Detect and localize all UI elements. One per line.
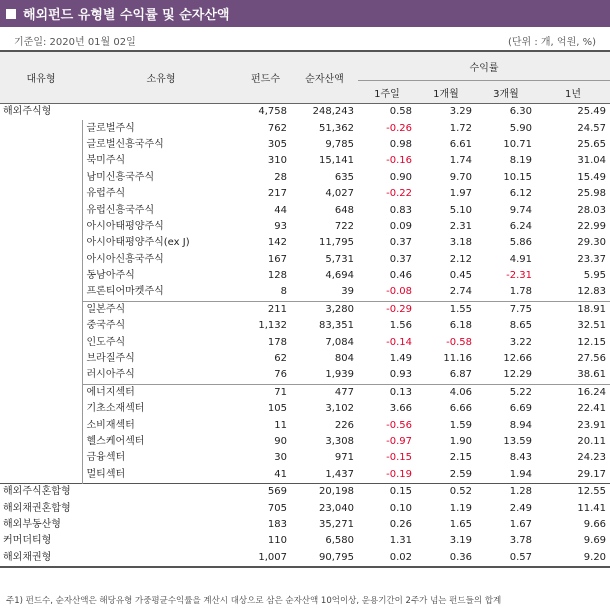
return-3month-cell: 10.15 bbox=[503, 171, 532, 183]
funds-cell: 211 bbox=[240, 301, 291, 318]
return-1year-cell: 23.91 bbox=[577, 419, 607, 431]
return-3month-cell: 0.57 bbox=[476, 550, 536, 567]
return-1year-cell: 5.95 bbox=[583, 270, 607, 282]
return-1year-cell: 29.30 bbox=[577, 237, 607, 249]
type-cell bbox=[0, 268, 82, 284]
funds-cell: 310 bbox=[267, 155, 287, 167]
funds-cell: 142 bbox=[267, 237, 287, 249]
table-row bbox=[0, 268, 610, 284]
assets-cell: 804 bbox=[334, 353, 354, 365]
header-funds: 펀드수 bbox=[240, 51, 291, 104]
funds-cell: 28 bbox=[274, 171, 287, 183]
return-3month-cell: 3.78 bbox=[509, 535, 532, 547]
return-3month-cell: 12.66 bbox=[503, 353, 532, 365]
header-type: 대유형 bbox=[0, 51, 82, 104]
return-3month-cell: -2.31 bbox=[506, 270, 532, 282]
return-1year-cell: 20.11 bbox=[577, 436, 607, 447]
fund-table bbox=[0, 50, 610, 568]
return-1year-cell: 11.41 bbox=[577, 502, 607, 514]
subtype-cell bbox=[82, 533, 240, 549]
type-cell: 해외부동산형 bbox=[3, 518, 61, 530]
return-1week-cell: 0.90 bbox=[389, 171, 412, 183]
subtype-cell: 중국주식 bbox=[82, 318, 240, 334]
return-1month-cell: 0.45 bbox=[449, 270, 472, 282]
return-1year-cell: 29.17 bbox=[577, 468, 607, 480]
return-1week-cell: -0.15 bbox=[386, 452, 412, 464]
return-1month-cell: -0.58 bbox=[446, 336, 472, 348]
type-cell: 해외주식혼합형 bbox=[0, 483, 82, 500]
assets-cell: 971 bbox=[334, 452, 354, 464]
subheader bbox=[0, 30, 610, 48]
funds-cell: 167 bbox=[267, 253, 287, 265]
subtype-cell: 아시아태평양주식 bbox=[82, 219, 240, 235]
return-1month-cell: 6.66 bbox=[449, 403, 472, 415]
subtype-cell: 러시아주식 bbox=[82, 367, 240, 384]
table-body bbox=[0, 104, 610, 567]
header-3month: 3개월 bbox=[476, 81, 536, 104]
return-1month-cell: 3.19 bbox=[449, 535, 472, 547]
assets-cell: 39 bbox=[341, 286, 354, 298]
assets-cell: 226 bbox=[334, 419, 354, 431]
table-row bbox=[0, 401, 610, 417]
return-3month-cell: 6.69 bbox=[509, 403, 532, 415]
return-1year-cell: 12.55 bbox=[536, 483, 610, 500]
unit-label: (단위 : 개, 억원, %) bbox=[507, 37, 596, 48]
assets-cell: 9,785 bbox=[325, 138, 354, 150]
return-3month-cell: 1.67 bbox=[509, 518, 532, 530]
return-1month-cell: 2.15 bbox=[449, 452, 472, 464]
return-1week-cell: 1.56 bbox=[389, 320, 412, 332]
funds-cell: 217 bbox=[267, 188, 287, 200]
type-cell bbox=[0, 301, 82, 318]
subtype-cell: 헬스케어섹터 bbox=[82, 434, 240, 450]
return-1week-cell: 1.49 bbox=[389, 353, 412, 365]
return-1week-cell: 0.83 bbox=[389, 204, 412, 216]
return-3month-cell: 5.22 bbox=[476, 384, 536, 401]
table-row bbox=[0, 334, 610, 350]
return-3month-cell: 9.74 bbox=[509, 204, 532, 216]
funds-cell: 110 bbox=[267, 535, 287, 547]
funds-cell: 178 bbox=[267, 336, 287, 348]
return-1week-cell: -0.56 bbox=[386, 419, 412, 431]
return-1week-cell: -0.19 bbox=[386, 468, 412, 480]
type-cell bbox=[0, 284, 82, 301]
return-1week-cell: 0.58 bbox=[389, 106, 412, 118]
return-1year-cell: 23.37 bbox=[577, 253, 607, 265]
assets-cell: 648 bbox=[334, 204, 354, 216]
subtype-cell bbox=[82, 483, 240, 500]
return-1year-cell: 28.03 bbox=[577, 204, 607, 216]
return-3month-cell: 13.59 bbox=[503, 436, 532, 447]
type-cell bbox=[0, 450, 82, 466]
table-row bbox=[0, 219, 610, 235]
assets-cell: 35,271 bbox=[319, 518, 354, 530]
return-3month-cell: 8.65 bbox=[509, 320, 532, 332]
assets-cell: 477 bbox=[291, 384, 358, 401]
assets-cell: 90,795 bbox=[291, 550, 358, 567]
table-row bbox=[0, 533, 610, 549]
subtype-cell bbox=[82, 550, 240, 567]
return-3month-cell: 10.71 bbox=[503, 138, 532, 150]
type-cell bbox=[0, 202, 82, 218]
return-1month-cell: 6.18 bbox=[449, 320, 472, 332]
return-1month-cell: 0.36 bbox=[416, 550, 476, 567]
return-1year-cell: 12.83 bbox=[577, 286, 607, 298]
subtype-cell: 소비재섹터 bbox=[82, 417, 240, 433]
return-1week-cell: 0.15 bbox=[358, 483, 416, 500]
subtype-cell: 아시아태평양주식(ex J) bbox=[82, 235, 240, 251]
type-cell bbox=[0, 318, 82, 334]
return-1month-cell: 1.55 bbox=[416, 301, 476, 318]
return-3month-cell: 6.30 bbox=[509, 106, 532, 118]
return-1month-cell: 2.74 bbox=[449, 286, 472, 298]
subtype-cell: 인도주식 bbox=[82, 334, 240, 350]
return-3month-cell: 2.49 bbox=[509, 502, 532, 514]
funds-cell: 105 bbox=[267, 403, 287, 415]
subtype-cell: 멀티섹터 bbox=[82, 467, 240, 484]
type-cell bbox=[0, 384, 82, 401]
title-bar bbox=[0, 0, 610, 27]
return-1week-cell: 0.37 bbox=[389, 237, 412, 249]
return-1year-cell: 22.41 bbox=[577, 403, 607, 415]
funds-cell: 4,758 bbox=[258, 106, 287, 118]
funds-cell: 76 bbox=[274, 369, 287, 381]
type-cell bbox=[0, 434, 82, 450]
return-1year-cell: 25.98 bbox=[577, 188, 607, 200]
subtype-cell: 브라질주식 bbox=[82, 351, 240, 367]
table-row bbox=[0, 367, 610, 384]
assets-cell: 1,939 bbox=[325, 369, 354, 381]
return-1month-cell: 4.06 bbox=[416, 384, 476, 401]
return-1month-cell: 3.18 bbox=[449, 237, 472, 249]
subtype-cell: 북미주식 bbox=[82, 153, 240, 169]
table-row bbox=[0, 384, 610, 401]
funds-cell: 30 bbox=[274, 452, 287, 464]
table-row bbox=[0, 235, 610, 251]
subtype-cell: 기초소재섹터 bbox=[82, 401, 240, 417]
assets-cell: 722 bbox=[334, 220, 354, 232]
return-1week-cell: -0.97 bbox=[386, 436, 412, 447]
subtype-cell: 유럽신흥국주식 bbox=[82, 202, 240, 218]
table-row bbox=[0, 450, 610, 466]
type-cell: 해외채권혼합형 bbox=[3, 502, 71, 514]
funds-cell: 8 bbox=[280, 286, 287, 298]
return-3month-cell: 4.91 bbox=[509, 253, 532, 265]
return-3month-cell: 1.28 bbox=[476, 483, 536, 500]
subtype-cell: 남미신흥국주식 bbox=[82, 170, 240, 186]
return-3month-cell: 7.75 bbox=[476, 301, 536, 318]
return-1week-cell: -0.08 bbox=[386, 286, 412, 298]
funds-cell: 1,007 bbox=[240, 550, 291, 567]
assets-cell: 5,731 bbox=[325, 253, 354, 265]
table-row bbox=[0, 170, 610, 186]
return-3month-cell: 8.19 bbox=[509, 155, 532, 167]
return-1month-cell: 0.52 bbox=[416, 483, 476, 500]
return-3month-cell: 5.86 bbox=[509, 237, 532, 249]
return-1week-cell: 0.98 bbox=[389, 138, 412, 150]
assets-cell: 4,027 bbox=[325, 188, 354, 200]
return-1year-cell: 22.99 bbox=[577, 220, 607, 232]
return-1month-cell: 3.29 bbox=[449, 106, 472, 118]
table-row bbox=[0, 120, 610, 136]
return-1year-cell: 9.66 bbox=[583, 518, 607, 530]
header-subtype: 소유형 bbox=[82, 51, 240, 104]
table-row bbox=[0, 483, 610, 500]
table-row bbox=[0, 434, 610, 450]
square-bullet-icon bbox=[6, 9, 16, 19]
funds-cell: 62 bbox=[274, 353, 287, 365]
assets-cell: 83,351 bbox=[319, 320, 354, 332]
table-row bbox=[0, 500, 610, 516]
return-1week-cell: 0.02 bbox=[358, 550, 416, 567]
assets-cell: 1,437 bbox=[325, 468, 354, 480]
return-3month-cell: 5.90 bbox=[509, 122, 532, 134]
return-1month-cell: 2.12 bbox=[449, 253, 472, 265]
subtype-cell: 글로벌신흥국주식 bbox=[82, 137, 240, 153]
return-1week-cell: -0.29 bbox=[358, 301, 416, 318]
table-header bbox=[0, 51, 610, 104]
header-assets: 순자산액 bbox=[291, 51, 358, 104]
subtype-cell: 에너지섹터 bbox=[82, 384, 240, 401]
return-1month-cell: 1.65 bbox=[449, 518, 472, 530]
return-3month-cell: 1.94 bbox=[509, 468, 532, 480]
return-1week-cell: 0.10 bbox=[389, 502, 412, 514]
return-1month-cell: 1.72 bbox=[449, 122, 472, 134]
assets-cell: 15,141 bbox=[319, 155, 354, 167]
return-1year-cell: 27.56 bbox=[577, 353, 607, 365]
table-row bbox=[0, 351, 610, 367]
return-1month-cell: 2.31 bbox=[449, 220, 472, 232]
type-cell bbox=[0, 186, 82, 202]
subtype-cell: 글로벌주식 bbox=[82, 120, 240, 136]
header-1week: 1주일 bbox=[358, 81, 416, 104]
return-1month-cell: 6.87 bbox=[449, 369, 472, 381]
assets-cell: 4,694 bbox=[325, 270, 354, 282]
return-1month-cell: 1.59 bbox=[449, 419, 472, 431]
return-3month-cell: 8.94 bbox=[509, 419, 532, 431]
return-1month-cell: 1.97 bbox=[449, 188, 472, 200]
funds-cell: 128 bbox=[267, 270, 287, 282]
funds-cell: 41 bbox=[274, 468, 287, 480]
assets-cell: 51,362 bbox=[319, 122, 354, 134]
table-row bbox=[0, 318, 610, 334]
return-1year-cell: 16.24 bbox=[536, 384, 610, 401]
return-1year-cell: 31.04 bbox=[577, 155, 607, 167]
header-returns: 수익률 bbox=[358, 51, 610, 81]
header-1month: 1개월 bbox=[416, 81, 476, 104]
subtype-cell: 유럽주식 bbox=[82, 186, 240, 202]
return-3month-cell: 3.22 bbox=[509, 336, 532, 348]
return-1week-cell: -0.16 bbox=[386, 155, 412, 167]
type-cell bbox=[0, 219, 82, 235]
table-row bbox=[0, 104, 610, 121]
subtype-cell bbox=[82, 517, 240, 533]
type-cell: 해외주식형 bbox=[3, 106, 52, 118]
table-row bbox=[0, 301, 610, 318]
type-cell bbox=[0, 367, 82, 384]
table-row bbox=[0, 467, 610, 484]
assets-cell: 3,308 bbox=[325, 436, 354, 447]
return-3month-cell: 12.29 bbox=[503, 369, 532, 381]
type-cell bbox=[0, 351, 82, 367]
return-1year-cell: 24.57 bbox=[577, 122, 607, 134]
subtype-cell: 프론티어마켓주식 bbox=[82, 284, 240, 301]
return-1week-cell: 0.13 bbox=[358, 384, 416, 401]
table-row bbox=[0, 202, 610, 218]
table-row bbox=[0, 417, 610, 433]
table-row bbox=[0, 186, 610, 202]
return-1year-cell: 32.51 bbox=[577, 320, 607, 332]
base-date: 기준일: 2020년 01월 02일 bbox=[14, 37, 136, 48]
return-1week-cell: 1.31 bbox=[389, 535, 412, 547]
return-1month-cell: 6.61 bbox=[449, 138, 472, 150]
return-1year-cell: 24.23 bbox=[577, 452, 607, 464]
assets-cell: 11,795 bbox=[319, 237, 354, 249]
footnote: 주1) 펀드수, 순자산액은 해당유형 가중평균수익률을 계산시 대상으로 삼은 순자산액 10억이상, 운용기간이 2주가 넘는 펀드들의 합계 bbox=[6, 596, 502, 606]
subtype-cell bbox=[82, 500, 240, 516]
return-1month-cell: 9.70 bbox=[449, 171, 472, 183]
return-1year-cell: 25.49 bbox=[577, 106, 607, 118]
return-1week-cell: 0.93 bbox=[389, 369, 412, 381]
assets-cell: 3,102 bbox=[325, 403, 354, 415]
assets-cell: 7,084 bbox=[325, 336, 354, 348]
return-1week-cell: 0.37 bbox=[389, 253, 412, 265]
return-3month-cell: 6.24 bbox=[509, 220, 532, 232]
subtype-cell: 일본주식 bbox=[82, 301, 240, 318]
funds-cell: 705 bbox=[267, 502, 287, 514]
type-cell: 커머더티형 bbox=[3, 535, 52, 547]
return-1year-cell: 12.15 bbox=[577, 336, 607, 348]
type-cell bbox=[0, 153, 82, 169]
page-title: 해외펀드 유형별 수익률 및 순자산액 bbox=[23, 8, 230, 23]
assets-cell: 248,243 bbox=[312, 106, 354, 118]
type-cell bbox=[0, 417, 82, 433]
type-cell bbox=[0, 334, 82, 350]
return-1week-cell: 0.09 bbox=[389, 220, 412, 232]
assets-cell: 6,580 bbox=[325, 535, 354, 547]
return-1week-cell: 0.26 bbox=[389, 518, 412, 530]
assets-cell: 3,280 bbox=[291, 301, 358, 318]
type-cell bbox=[0, 170, 82, 186]
return-1month-cell: 11.16 bbox=[443, 353, 472, 365]
funds-cell: 93 bbox=[274, 220, 287, 232]
type-cell bbox=[0, 401, 82, 417]
assets-cell: 23,040 bbox=[319, 502, 354, 514]
return-1month-cell: 1.90 bbox=[449, 436, 472, 447]
table-row bbox=[0, 252, 610, 268]
return-1week-cell: -0.14 bbox=[386, 336, 412, 348]
return-1year-cell: 38.61 bbox=[577, 369, 607, 381]
return-1month-cell: 1.19 bbox=[449, 502, 472, 514]
funds-cell: 569 bbox=[240, 483, 291, 500]
return-1year-cell: 25.65 bbox=[577, 138, 607, 150]
funds-cell: 71 bbox=[240, 384, 291, 401]
table-row bbox=[0, 550, 610, 567]
return-1month-cell: 2.59 bbox=[449, 468, 472, 480]
funds-cell: 44 bbox=[274, 204, 287, 216]
header-1year: 1년 bbox=[536, 81, 610, 104]
table-row bbox=[0, 137, 610, 153]
type-cell bbox=[0, 137, 82, 153]
table-row bbox=[0, 153, 610, 169]
return-1year-cell: 18.91 bbox=[536, 301, 610, 318]
return-1week-cell: 3.66 bbox=[389, 403, 412, 415]
type-cell bbox=[0, 467, 82, 484]
assets-cell: 635 bbox=[334, 171, 354, 183]
return-3month-cell: 1.78 bbox=[509, 286, 532, 298]
return-1week-cell: -0.26 bbox=[386, 122, 412, 134]
return-1week-cell: 0.46 bbox=[389, 270, 412, 282]
funds-cell: 1,132 bbox=[258, 320, 287, 332]
return-1year-cell: 9.20 bbox=[536, 550, 610, 567]
funds-cell: 90 bbox=[274, 436, 287, 447]
subtype-cell: 동남아주식 bbox=[82, 268, 240, 284]
return-3month-cell: 8.43 bbox=[509, 452, 532, 464]
funds-cell: 183 bbox=[267, 518, 287, 530]
return-1month-cell: 5.10 bbox=[449, 204, 472, 216]
return-3month-cell: 6.12 bbox=[509, 188, 532, 200]
funds-cell: 11 bbox=[274, 419, 287, 431]
return-1week-cell: -0.22 bbox=[386, 188, 412, 200]
subtype-cell: 아시아신흥국주식 bbox=[82, 252, 240, 268]
subtype-cell bbox=[82, 104, 240, 121]
type-cell bbox=[0, 120, 82, 136]
return-1month-cell: 1.74 bbox=[449, 155, 472, 167]
type-cell: 해외채권형 bbox=[0, 550, 82, 567]
table-row bbox=[0, 517, 610, 533]
return-1year-cell: 15.49 bbox=[577, 171, 607, 183]
table-row bbox=[0, 284, 610, 301]
funds-cell: 305 bbox=[267, 138, 287, 150]
subtype-cell: 금융섹터 bbox=[82, 450, 240, 466]
return-1year-cell: 9.69 bbox=[583, 535, 607, 547]
funds-cell: 762 bbox=[267, 122, 287, 134]
type-cell bbox=[0, 252, 82, 268]
assets-cell: 20,198 bbox=[291, 483, 358, 500]
type-cell bbox=[0, 235, 82, 251]
